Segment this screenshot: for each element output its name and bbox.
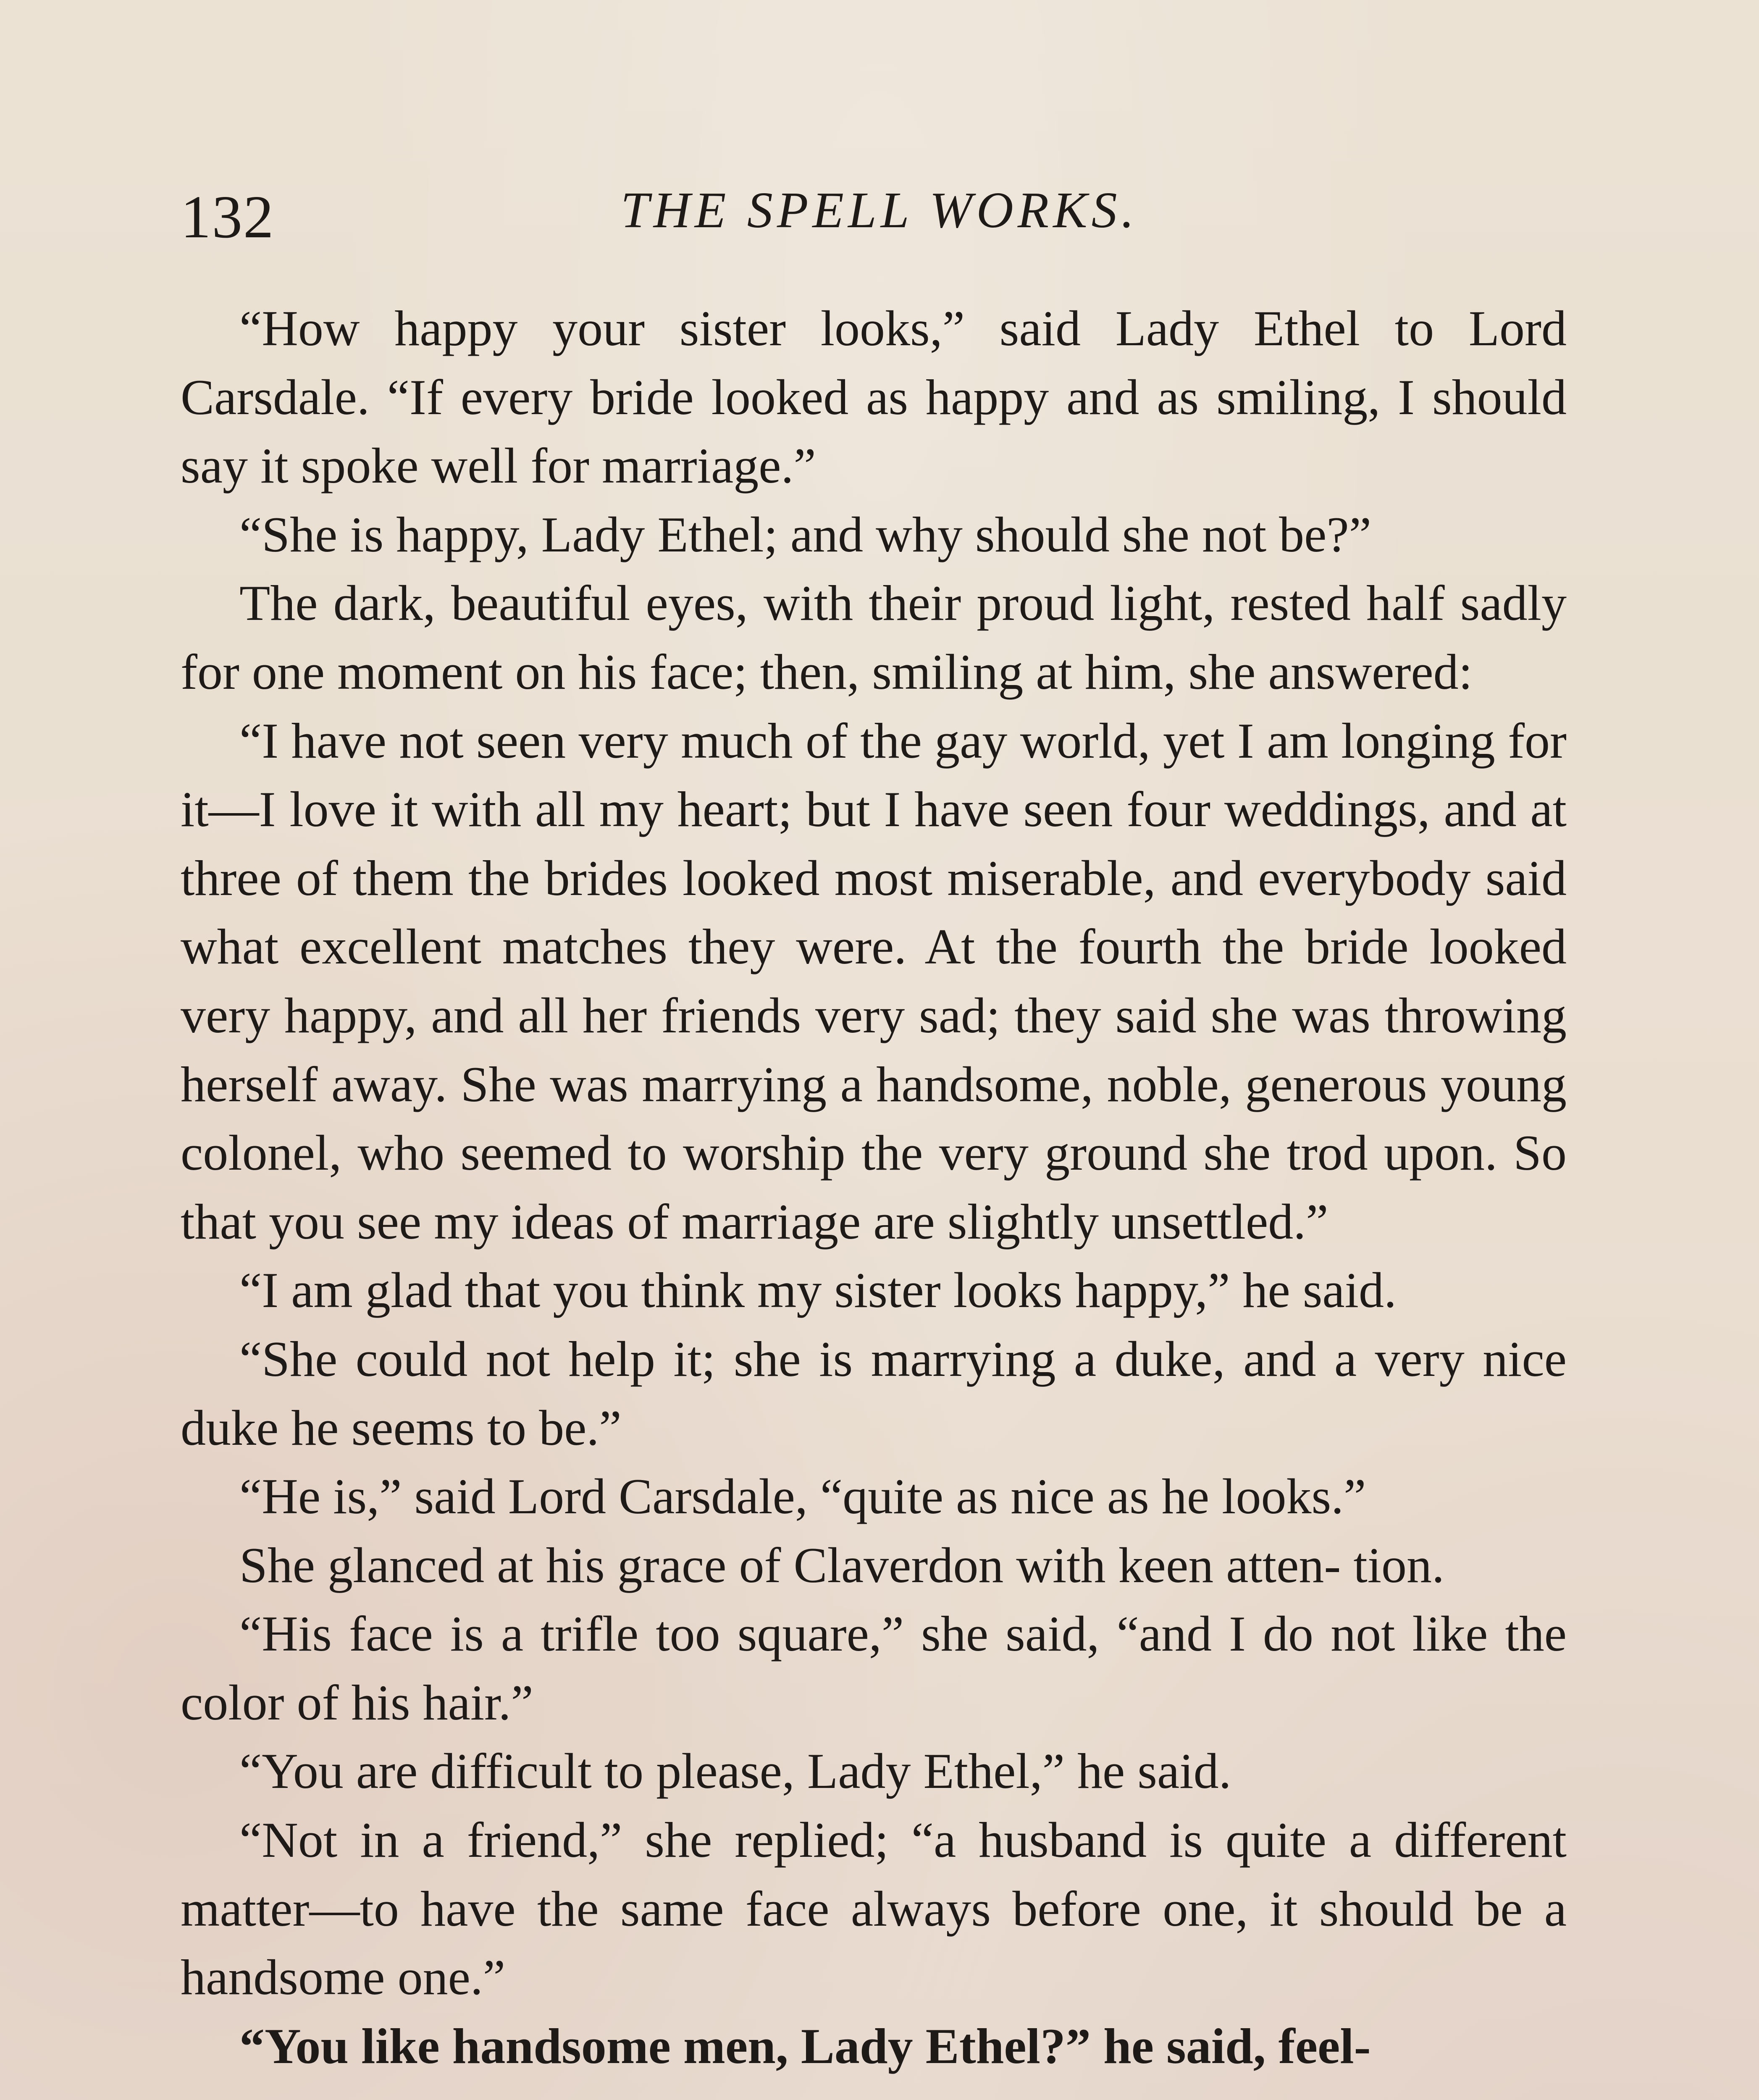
running-title: THE SPELL WORKS. — [620, 182, 1139, 239]
paragraph: “Not in a friend,” she replied; “a husband is quite a different matter—to have the same face always before one, it should be a handsome one.” — [181, 1812, 1567, 2006]
paragraph: “How happy your sister looks,” said Lady Ethel to Lord Carsdale. “If every bride looked as happy and as smiling, I should say it spoke well for marriage.” — [181, 300, 1567, 494]
paragraph: The dark, beautiful eyes, with their proud light, rested half sadly for one moment on his face; then, smiling at him, she answered: — [181, 575, 1567, 700]
paragraph: “I am glad that you think my sister looks happy,” he said. — [239, 1262, 1397, 1318]
body-text — [181, 294, 1567, 2080]
paragraph: “His face is a trifle too square,” she said, “and I do not like the color of his hair.” — [181, 1606, 1567, 1730]
paragraph: She glanced at his grace of Claverdon with keen atten- tion. — [239, 1537, 1445, 1593]
paragraph: “He is,” said Lord Carsdale, “quite as nice as he looks.” — [239, 1468, 1366, 1525]
paragraph: “I have not seen very much of the gay world, yet I am longing for it—I love it with all my heart; but I have seen four weddings, and at three of them the brides looked most miserable, and everybody said what excellent matches they were. At the fourth the bride looked very happy, and all her friends very sad; they said she was throwing herself away. She was marrying a handsome, noble, generous young colonel, who seemed to worship the very ground she trod upon. So that you see my ideas of marriage are slightly unsettled.” — [181, 712, 1567, 1250]
paragraph: “She is happy, Lady Ethel; and why should she not be?” — [239, 506, 1371, 562]
paragraph: “She could not help it; she is marrying a duke, and a very nice duke he seems to be.” — [181, 1331, 1567, 1456]
page-number: 132 — [181, 184, 275, 251]
paragraph: “You like handsome men, Lady Ethel?” he said, feel- — [239, 2018, 1371, 2074]
paragraph: “You are difficult to please, Lady Ethel,” he said. — [239, 1743, 1231, 1799]
